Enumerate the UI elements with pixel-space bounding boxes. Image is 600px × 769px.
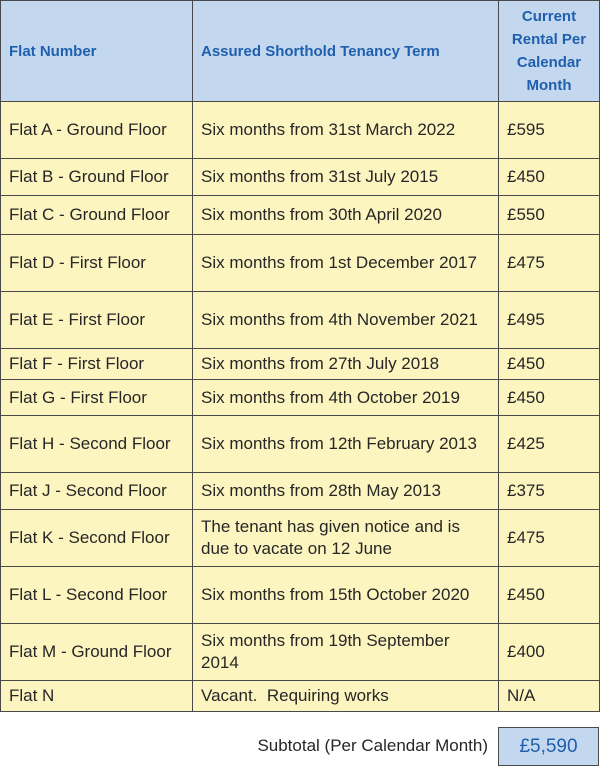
cell-flat: Flat M - Ground Floor: [1, 624, 193, 681]
cell-flat: Flat F - First Floor: [1, 349, 193, 380]
cell-term: Six months from 12th February 2013: [193, 416, 499, 473]
table-row: [1, 349, 600, 380]
cell-term: Six months from 31st July 2015: [193, 159, 499, 196]
table-row: [1, 196, 600, 235]
cell-flat: Flat B - Ground Floor: [1, 159, 193, 196]
cell-flat: Flat A - Ground Floor: [1, 102, 193, 159]
cell-rent: £595: [499, 102, 600, 159]
header-rent-line: Current: [521, 8, 577, 25]
cell-rent: £450: [499, 159, 600, 196]
table-row: [1, 567, 600, 624]
cell-rent: £450: [499, 380, 600, 416]
cell-rent: £450: [499, 567, 600, 624]
cell-term: Six months from 27th July 2018: [193, 349, 499, 380]
header-rent-line: Calendar: [516, 54, 582, 71]
cell-term: Six months from 4th October 2019: [193, 380, 499, 416]
cell-rent: £475: [499, 235, 600, 292]
cell-flat: Flat G - First Floor: [1, 380, 193, 416]
table-row: [1, 292, 600, 349]
table-row: [1, 102, 600, 159]
cell-flat: Flat C - Ground Floor: [1, 196, 193, 235]
cell-flat: Flat J - Second Floor: [1, 473, 193, 510]
header-rent-line: Month: [526, 77, 572, 94]
table-row: [1, 416, 600, 473]
table-row: [1, 380, 600, 416]
table-row: [1, 159, 600, 196]
cell-flat: Flat D - First Floor: [1, 235, 193, 292]
cell-term: Six months from 1st December 2017: [193, 235, 499, 292]
cell-flat: Flat K - Second Floor: [1, 510, 193, 567]
cell-rent: £375: [499, 473, 600, 510]
cell-term: Six months from 4th November 2021: [193, 292, 499, 349]
subtotal-row: [0, 727, 600, 767]
header-flat-number: Flat Number: [1, 1, 193, 102]
table-row: [1, 510, 600, 567]
table-row: [1, 681, 600, 712]
cell-flat: Flat H - Second Floor: [1, 416, 193, 473]
cell-rent: £400: [499, 624, 600, 681]
cell-flat: Flat N: [1, 681, 193, 712]
cell-rent: N/A: [499, 681, 600, 712]
table-row: [1, 473, 600, 510]
cell-term: The tenant has given notice and is due to vacate on 12 June: [193, 510, 499, 567]
header-current-rental: [499, 1, 600, 102]
subtotal-value: £5,590: [498, 727, 599, 766]
cell-rent: £425: [499, 416, 600, 473]
table-header-row: [1, 1, 600, 102]
cell-flat: Flat E - First Floor: [1, 292, 193, 349]
table-row: [1, 624, 600, 681]
table-row: [1, 235, 600, 292]
cell-flat: Flat L - Second Floor: [1, 567, 193, 624]
cell-rent: £450: [499, 349, 600, 380]
cell-rent: £495: [499, 292, 600, 349]
cell-term: Six months from 31st March 2022: [193, 102, 499, 159]
subtotal-label: Subtotal (Per Calendar Month): [257, 736, 488, 755]
header-tenancy-term: Assured Shorthold Tenancy Term: [193, 1, 499, 102]
cell-term: Six months from 19th September 2014: [193, 624, 499, 681]
cell-term: Six months from 30th April 2020: [193, 196, 499, 235]
cell-rent: £550: [499, 196, 600, 235]
header-rent-line: Rental Per: [511, 31, 587, 48]
cell-rent: £475: [499, 510, 600, 567]
cell-term: Six months from 28th May 2013: [193, 473, 499, 510]
cell-term: Vacant. Requiring works: [193, 681, 499, 712]
cell-term: Six months from 15th October 2020: [193, 567, 499, 624]
